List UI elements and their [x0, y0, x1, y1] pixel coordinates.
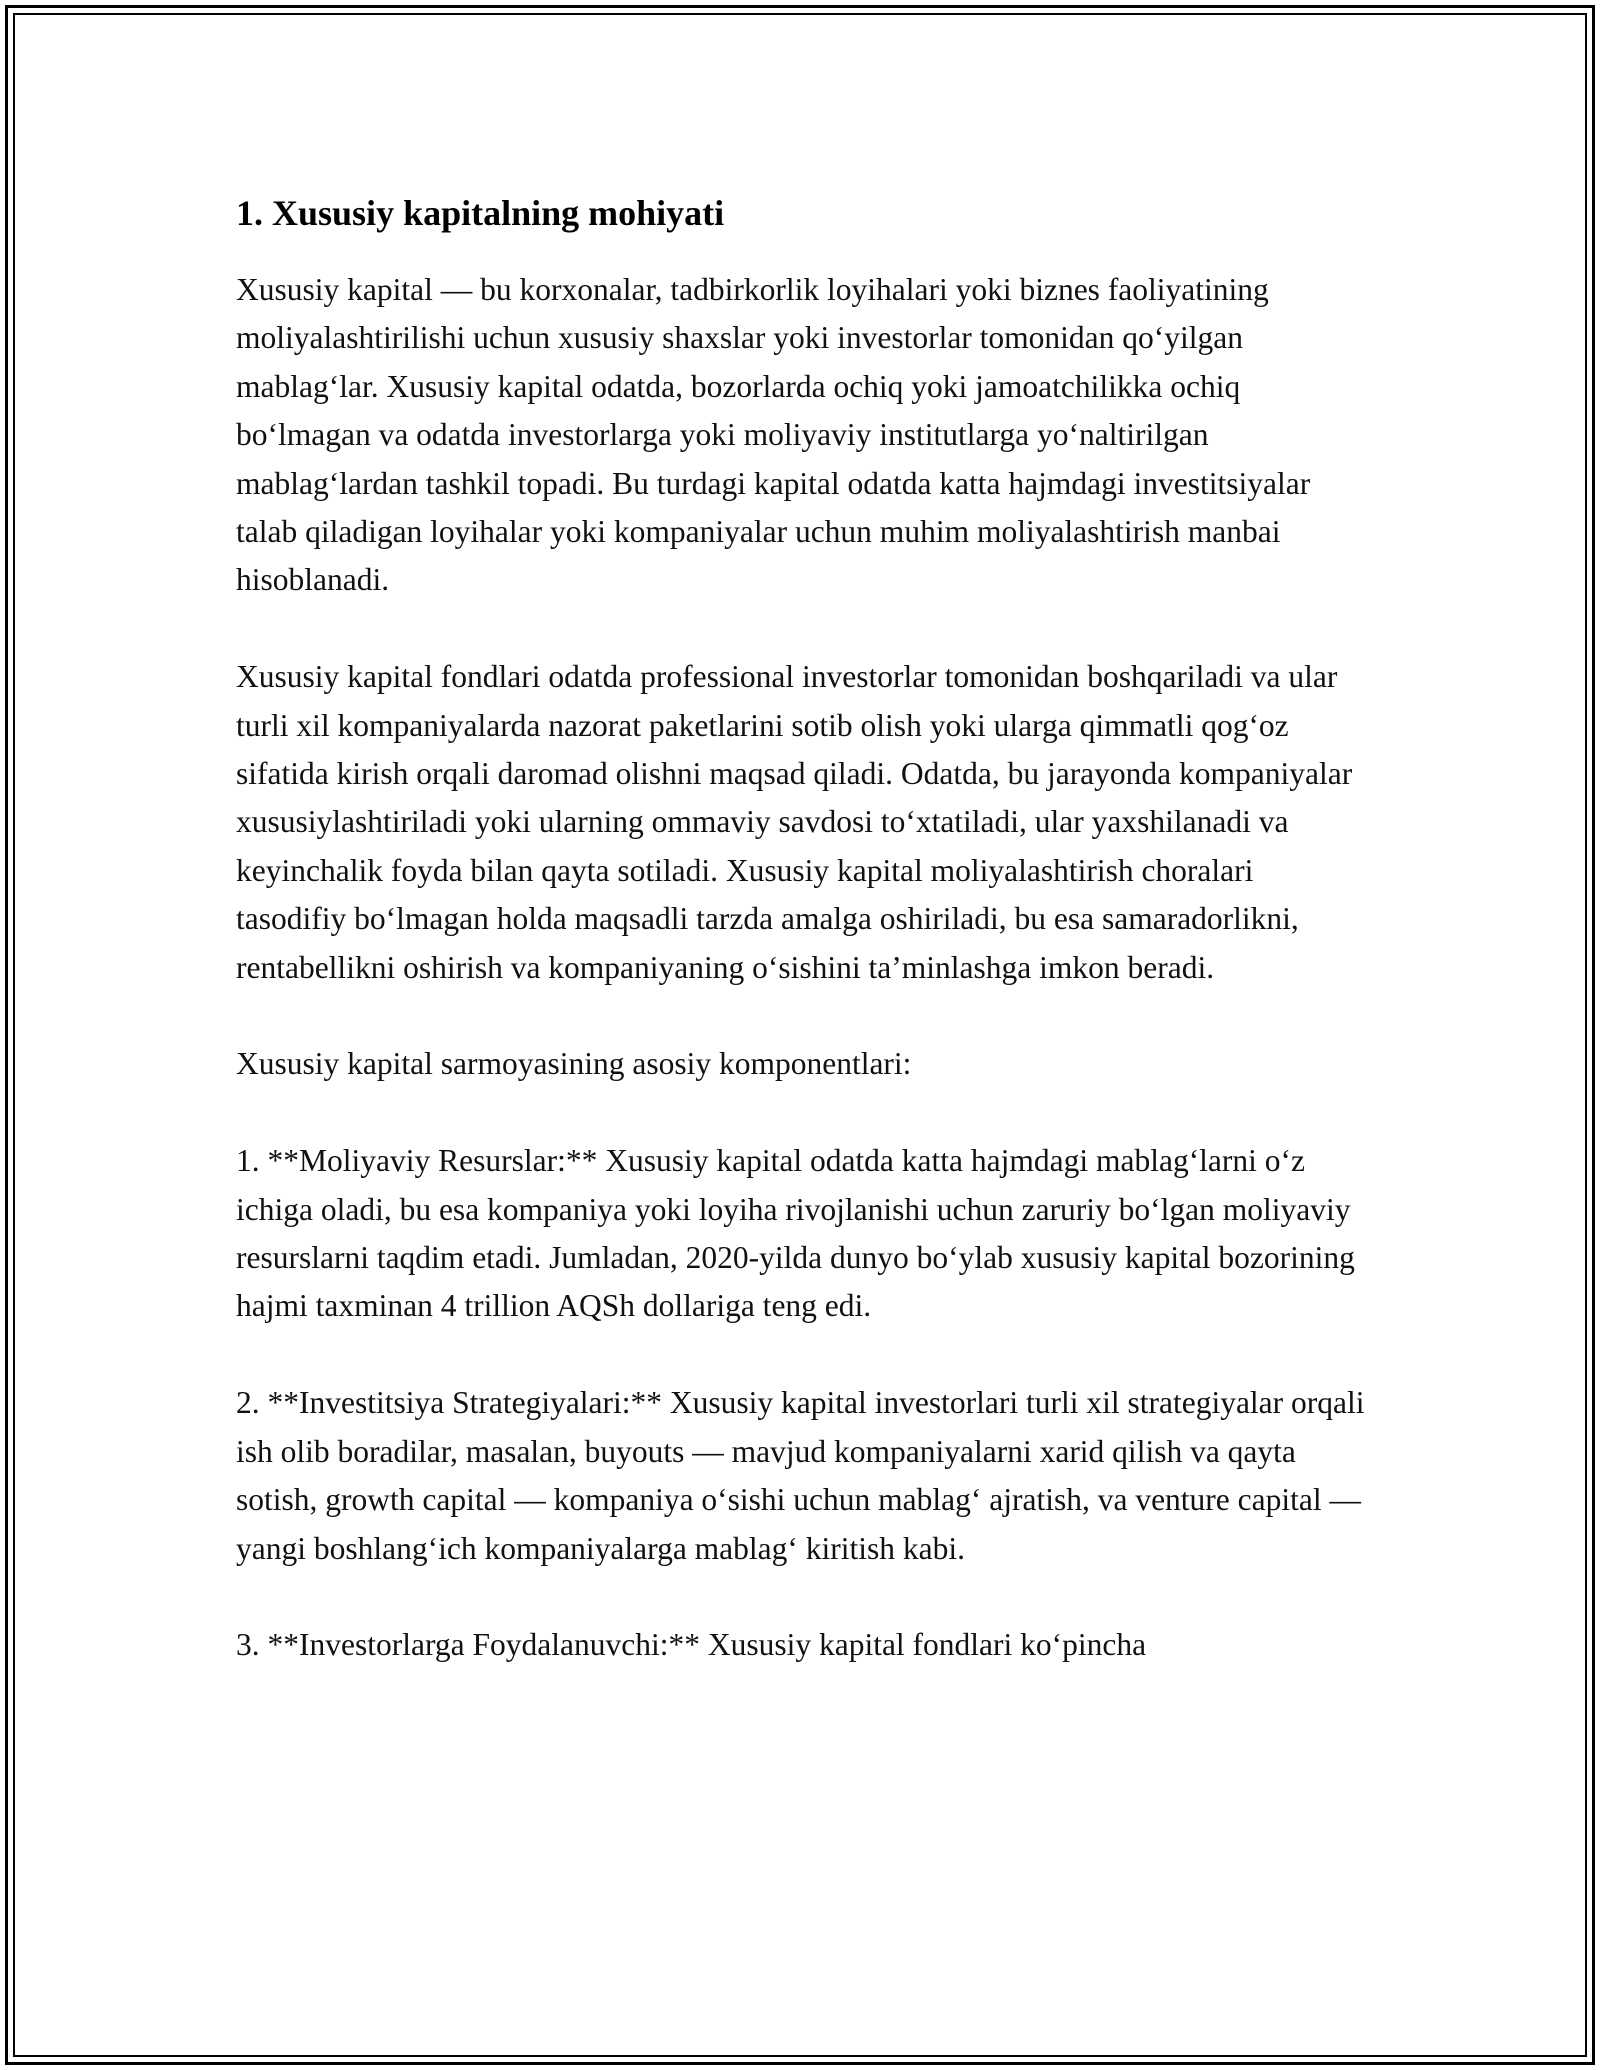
paragraph-components-intro: Xususiy kapital sarmoyasining asosiy komponentlari: — [236, 1046, 912, 1082]
paragraph-funds: Xususiy kapital fondlari odatda professional investorlar tomonidan boshqariladi va ular turli xil kompaniyalarda nazorat paketlarini sotib olish yoki ularga qimmatli qog‘oz sifatida kirish orqali daromad olishni maqsad qiladi. Odatda, bu jarayonda kompaniyalar xususiylashtiriladi yoki ularning ommaviy savdosi to‘xtatiladi, ular yaxshilanadi va keyinchalik foyda bilan qayta sotiladi. Xususiy kapital moliyalashtirish choralari tasodifiy bo‘lmagan holda maqsadli tarzda amalga oshiriladi, bu esa samaradorlikni, rentabellikni oshirish va kompaniyaning o‘sishini ta’minlashga imkon beradi. — [236, 659, 1353, 985]
list-item-financial-resources: 1. **Moliyaviy Resurslar:** Xususiy kapital odatda katta hajmdagi mablag‘larni o‘z ichiga oladi, bu esa kompaniya yoki loyiha rivojlanishi uchun zaruriy bo‘lgan moliyaviy resurslarni taqdim etadi. Jumladan, 2020-yilda dunyo bo‘ylab xususiy kapital bozorining hajmi taxminan 4 trillion AQSh dollariga teng edi. — [236, 1143, 1355, 1324]
section-heading: 1. Xususiy kapitalning mohiyati — [236, 193, 725, 233]
list-item-investment-strategies: 2. **Investitsiya Strategiyalari:** Xususiy kapital investorlari turli xil strategiyalar orqali ish olib boradilar, masalan, buyouts — mavjud kompaniyalarni xarid qilish va qayta sotish, growth capital — kompaniya o‘sishi uchun mablag‘ ajratish, va venture capital — yangi boshlang‘ich kompaniyalarga mablag‘ kiritish kabi. — [236, 1385, 1365, 1566]
document-body — [236, 190, 1366, 1718]
paragraph-definition: Xususiy kapital — bu korxonalar, tadbirkorlik loyihalari yoki biznes faoliyatining moliyalashtirilishi uchun xususiy shaxslar yoki investorlar tomonidan qo‘yilgan mablag‘lar. Xususiy kapital odatda, bozorlarda ochiq yoki jamoatchilikka ochiq bo‘lmagan va odatda investorlarga yoki moliyaviy institutlarga yo‘naltirilgan mablag‘lardan tashkil topadi. Bu turdagi kapital odatda katta hajmdagi investitsiyalar talab qiladigan loyihalar yoki kompaniyalar uchun muhim moliyalashtirish manbai hisoblanadi. — [236, 272, 1311, 598]
list-item-investor-benefit: 3. **Investorlarga Foydalanuvchi:** Xususiy kapital fondlari ko‘pincha — [236, 1627, 1147, 1663]
